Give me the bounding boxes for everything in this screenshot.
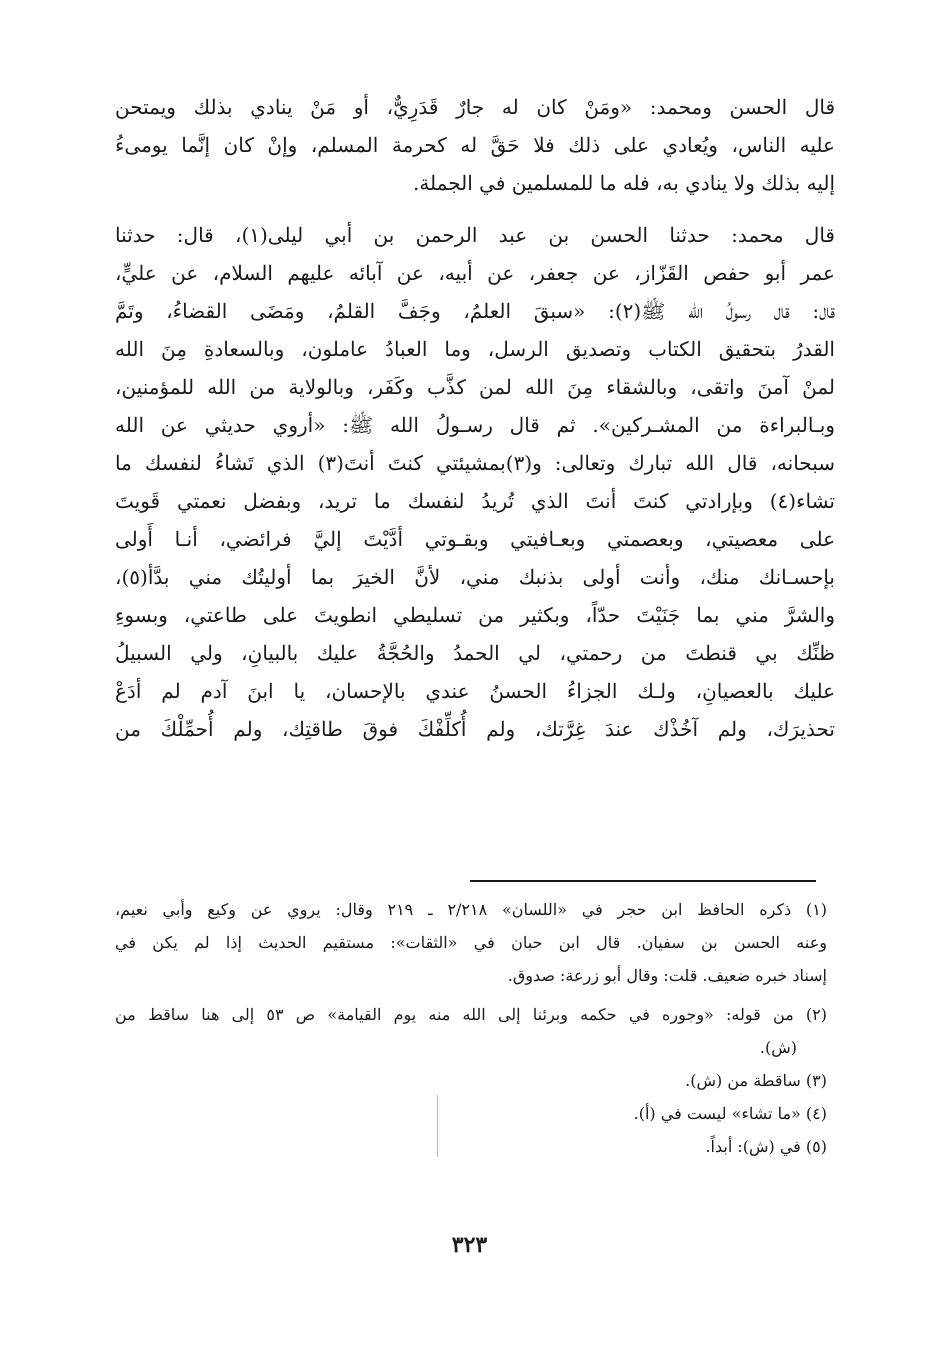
main-text — [115, 88, 835, 748]
text-line: عليك بالعصيانِ، ولـك الجزاءُ الحسنُ عندي بالإحسان، يا ابنَ آدم لم أدَعْ — [115, 679, 835, 703]
text-line: قال الحسن ومحمد: «ومَنْ كان له جارٌ قَدَرِيٌّ، أو مَنْ ينادي بذلك ويمتحن — [115, 95, 835, 119]
footnote-3 — [115, 1064, 827, 1097]
footnote-1 — [115, 893, 827, 992]
footnote-line: (٣) ساقطة من (ش). — [685, 1071, 827, 1090]
text-line: تشاء(٤) وبإرادتي كنتَ أنتَ الذي تُريدُ لنفسك ما تريد، وبفضل نعمتي قَويتَ — [115, 489, 835, 513]
text-line: لمنْ آمنَ واتقى، وبالشقاء مِنَ الله لمن كذَّب وكَفَر، وبالولاية من الله للمؤمنين، — [115, 375, 835, 399]
footnote-divider — [470, 880, 816, 882]
paragraph-2 — [115, 216, 835, 748]
text-line: عليه الناس، ويُعادي على ذلك فلا حَقَّ له كحرمة المسلم، وإنْ كان إنَّما يومىءُ — [115, 133, 835, 157]
footnote-line: إسناد خبره ضعيف. قلت: وقال أبو زرعة: صدوق. — [507, 966, 827, 985]
text-line: بإحسـانك منك، وأنت أولى بذنبك مني، لأنَّ الخيرَ بما أوليتُك مني بدَّأ(٥)، — [115, 565, 835, 589]
scan-artifact-line — [437, 1095, 438, 1157]
page-number: ٣٢٣ — [451, 1232, 488, 1258]
footnotes — [115, 893, 827, 1163]
footnote-line: (٢) من قوله: «وجوره في حكمه وبرئنا إلى الله منه يوم القيامة» ص ٥٣ إلى هنا ساقط من — [115, 1005, 827, 1024]
footnote-5 — [115, 1130, 827, 1163]
text-line: قال: قال رسولُ الله ﷺ(٢): «سبقَ العلمُ، وجَفَّ القلمُ، ومَضَى القضاءُ، وتَمَّ — [115, 299, 835, 323]
text-line: والشرَّ مني بما جَنَيْتَ حدّاً، وبكثير من تسليطي انطويتَ على طاعتي، وبسوءِ — [115, 603, 835, 627]
paragraph-1 — [115, 88, 835, 202]
footnote-2 — [115, 998, 827, 1064]
text-line: القدرُ بتحقيق الكتاب وتصديق الرسل، وما العبادُ عاملون، وبالسعادةِ مِنَ الله — [115, 337, 835, 361]
text-line: عمر أبو حفص القَزّاز، عن جعفر، عن أبيه، عن آبائه عليهم السلام، عن عليٍّ، — [115, 261, 835, 285]
footnote-line: (٤) «ما تشاء» ليست في (أ). — [633, 1104, 827, 1123]
footnote-line: (٥) في (ش): أبداً. — [705, 1137, 827, 1156]
text-line: على معصيتي، وبعصمتي وبعـافيتي وبقـوتي أدَّيْتَ إليَّ فرائضي، أنـا أَولى — [115, 527, 835, 551]
text-line: تحذيرَك، ولم آخُذْك عندَ غِرَّتك، ولم أُكلِّفْكَ فوقَ طاقتِك، ولم أُحمِّلْكَ من — [115, 717, 835, 741]
text-line: وبـالبراءة من المشـركين». ثم قال رسـولُ الله ﷺ: «أروي حديثي عن الله — [115, 413, 835, 437]
text-line: قال محمد: حدثنا الحسن بن عبد الرحمن بن أبي ليلى(١)، قال: حدثنا — [115, 223, 835, 247]
text-line: ظنِّك بي قنطتَ من رحمتي، لي الحمدُ والحُجَّةُ عليك بالبيانِ، ولي السبيلُ — [115, 641, 836, 665]
footnote-line: (ش). — [759, 1038, 797, 1057]
text-line: سبحانه، قال الله تبارك وتعالى: و(٣)بمشيئتي كنتَ أنتَ(٣) الذي تَشاءُ لنفسك ما — [115, 451, 835, 475]
text-line: إليه بذلك ولا ينادي به، فله ما للمسلمين في الجملة. — [412, 171, 835, 195]
footnote-line: وعنه الحسن بن سفيان. قال ابن حبان في «الثقات»: مستقيم الحديث إذا لم يكن في — [115, 933, 827, 952]
footnote-line: (١) ذكره الحافظ ابن حجر في «اللسان» ٢/٢١٨ ـ ٢١٩ وقال: يروي عن وكيع وأبي نعيم، — [115, 900, 828, 919]
footnote-4 — [115, 1097, 827, 1130]
